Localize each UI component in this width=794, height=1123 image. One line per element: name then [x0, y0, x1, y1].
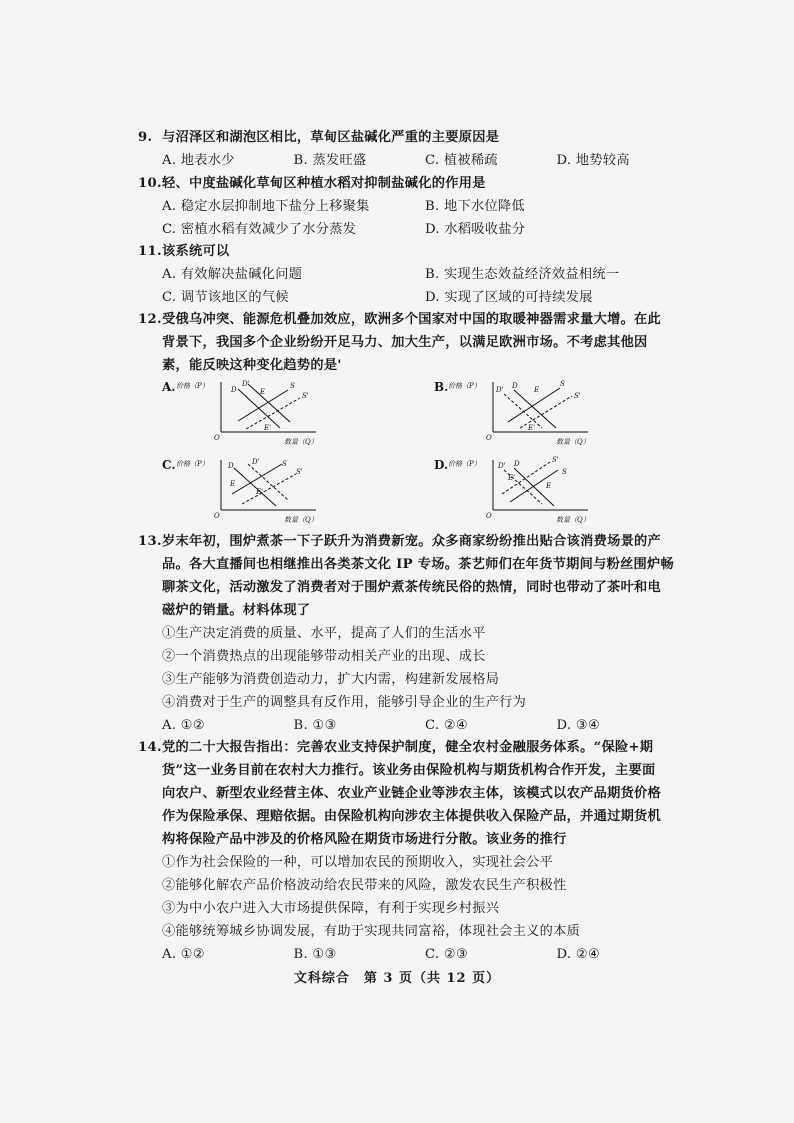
option-c: C. 密植水稻有效减少了水分蒸发: [162, 222, 357, 237]
option-a: A. 稳定水层抑制地下盐分上移聚集: [162, 199, 370, 214]
e-prime-label: E': [264, 424, 272, 432]
graph-row-2: [162, 454, 662, 526]
e-prime-label: E': [508, 474, 516, 482]
option-a: A. 有效解决盐碱化问题: [162, 267, 303, 282]
question-9: [138, 126, 688, 172]
option-d: D. 实现了区域的可持续发展: [425, 290, 593, 305]
s-label: S: [562, 468, 567, 476]
d-prime-label: D': [496, 386, 504, 394]
x-axis-label: 数量（Q）: [284, 438, 318, 446]
question-stem-line: 背景下，我国多个企业纷纷开足马力、加大生产，以满足欧洲市场。不考虑其他因: [162, 335, 648, 350]
question-stem-line: 品。各大直播间也相继推出各类茶文化 IP 专场。茶艺师们在年货节期间与粉丝围炉畅: [162, 557, 675, 572]
option-a: A. ①②: [162, 718, 206, 733]
option-b: B. 实现生态效益经济效益相统一: [425, 267, 620, 282]
demand-curve-shifted: [504, 394, 542, 428]
y-axis-label: 价格（P）: [176, 382, 209, 390]
option-a: A. ①②: [162, 947, 206, 962]
option-b: B. 地下水位降低: [425, 199, 525, 214]
option-c: C. 调节该地区的气候: [162, 290, 289, 305]
graph-d-label: D.: [434, 458, 449, 472]
question-number: 12.: [138, 312, 162, 327]
question-stem-line: 素，能反映这种变化趋势的是': [162, 358, 342, 373]
origin-label: O: [486, 512, 492, 520]
statement-2: ②一个消费热点的出现能够带动相关产业的出现、成长: [162, 649, 486, 664]
option-b: B. ①③: [293, 718, 337, 733]
options: [138, 218, 688, 241]
d-label: D: [231, 386, 237, 394]
question-stem: 与沼泽区和湖泡区相比，草甸区盐碱化严重的主要原因是: [162, 130, 500, 145]
graph-row-1: [162, 376, 662, 448]
graph-c-label: C.: [162, 458, 176, 472]
question-stem-line: 磁炉的销量。材料体现了: [162, 603, 311, 618]
statement-4: ④能够统筹城乡协调发展，有助于实现共同富裕，体现社会主义的本质: [162, 924, 581, 939]
origin-label: O: [486, 434, 492, 442]
s-label: S: [560, 380, 565, 388]
e-label: E: [546, 482, 552, 490]
options: [138, 195, 688, 218]
question-number: 9.: [138, 130, 153, 145]
s-label: S: [282, 460, 287, 468]
s-label: S: [290, 382, 295, 390]
statement-1: ①生产决定消费的质量、水平，提高了人们的生活水平: [162, 626, 486, 641]
s-prime-label: S': [302, 392, 309, 400]
option-a: A. 地表水少: [162, 153, 235, 168]
statement-2: ②能够化解农产品价格波动给农民带来的风险，激发农民生产积极性: [162, 878, 567, 893]
e-label: E: [260, 388, 266, 396]
option-d: D. ②④: [556, 947, 601, 962]
e-prime-label: E': [256, 488, 264, 496]
question-stem-line: 聊茶文化，活动激发了消费者对于围炉煮茶传统民俗的热情，同时也带动了茶叶和电: [162, 580, 662, 595]
question-number: 14.: [138, 740, 162, 755]
options: [138, 714, 688, 737]
statement-3: ③为中小农户进入大市场提供保障，有利于实现乡村振兴: [162, 901, 500, 916]
question-number: 10.: [138, 176, 162, 191]
statement-1: ①作为社会保险的一种，可以增加农民的预期收入，实现社会公平: [162, 855, 554, 870]
e-label: E: [534, 386, 540, 394]
page-footer: 文科综合 第 3 页（共 12 页）: [293, 971, 501, 986]
question-12: [138, 308, 688, 377]
d-prime-label: D': [242, 380, 250, 388]
option-c: C. ②③: [425, 947, 469, 962]
question-stem-line: 向农户、新型农业经营主体、农业产业链企业等涉农主体，该模式以农产品期货价格: [162, 786, 662, 801]
s-prime-label: S': [552, 456, 559, 464]
question-stem: 轻、中度盐碱化草甸区种植水稻对抑制盐碱化的作用是: [162, 176, 486, 191]
question-11: [138, 240, 688, 309]
option-d: D. ③④: [556, 718, 601, 733]
s-prime-label: S': [296, 468, 303, 476]
supply-curve-shifted: [246, 398, 300, 429]
option-d: D. 地势较高: [556, 153, 630, 168]
x-axis-label: 数量（Q）: [556, 438, 590, 446]
d-label: D: [228, 462, 234, 470]
y-axis-label: 价格（P）: [176, 460, 209, 468]
option-c: C. ②④: [425, 718, 469, 733]
question-stem: 党的二十大报告指出：完善农业支持保护制度，健全农村金融服务体系。“保险+期: [162, 740, 654, 755]
option-b: B. 蒸发旺盛: [293, 153, 367, 168]
e-label: E: [230, 480, 236, 488]
graph-b-label: B.: [434, 380, 449, 394]
graph-a-label: A.: [162, 380, 176, 394]
options: [138, 263, 688, 286]
question-14: [138, 736, 688, 966]
d-label: D: [514, 460, 520, 468]
origin-label: O: [214, 434, 220, 442]
question-stem: 该系统可以: [162, 244, 230, 259]
option-b: B. ①③: [293, 947, 337, 962]
question-stem: 受俄乌冲突、能源危机叠加效应，欧洲多个国家对中国的取暖神器需求量大增。在此: [162, 312, 662, 327]
origin-label: O: [214, 512, 220, 520]
question-number: 11.: [138, 244, 162, 259]
options: [138, 943, 688, 966]
graph-d: [448, 454, 618, 526]
options: [138, 286, 688, 309]
statement-4: ④消费对于生产的调整具有反作用，能够引导企业的生产行为: [162, 695, 527, 710]
question-10: [138, 172, 688, 241]
y-axis-label: 价格（P）: [448, 460, 481, 468]
e-prime-label: E': [528, 424, 536, 432]
d-prime-label: D': [252, 458, 260, 466]
option-d: D. 水稻吸收盐分: [425, 222, 526, 237]
question-number: 13.: [138, 534, 162, 549]
graph-c: [176, 454, 346, 526]
graph-a: [176, 376, 346, 448]
s-prime-label: S': [574, 392, 581, 400]
options: [138, 149, 688, 172]
question-stem: 岁末年初，围炉煮茶一下子跃升为消费新宠。众多商家纷纷推出贴合该消费场景的产: [162, 534, 662, 549]
option-c: C. 植被稀疏: [425, 153, 498, 168]
d-prime-label: D': [498, 462, 506, 470]
x-axis-label: 数量（Q）: [284, 516, 318, 524]
d-label: D: [512, 382, 518, 390]
question-stem-line: 构将保险产品中涉及的价格风险在期货市场进行分散。该业务的推行: [162, 832, 567, 847]
question-13: [138, 530, 688, 737]
question-stem-line: 货”这一业务目前在农村大力推行。该业务由保险机构与期货机构合作开发，主要面: [162, 763, 656, 778]
demand-curve: [234, 468, 276, 506]
statement-3: ③生产能够为消费创造动力，扩大内需，构建新发展格局: [162, 672, 500, 687]
y-axis-label: 价格（P）: [448, 382, 481, 390]
question-stem-line: 作为保险承保、理赔依据。由保险机构向涉农主体提供收入保险产品，并通过期货机: [162, 809, 662, 824]
graph-b: [448, 376, 618, 448]
x-axis-label: 数量（Q）: [556, 516, 590, 524]
